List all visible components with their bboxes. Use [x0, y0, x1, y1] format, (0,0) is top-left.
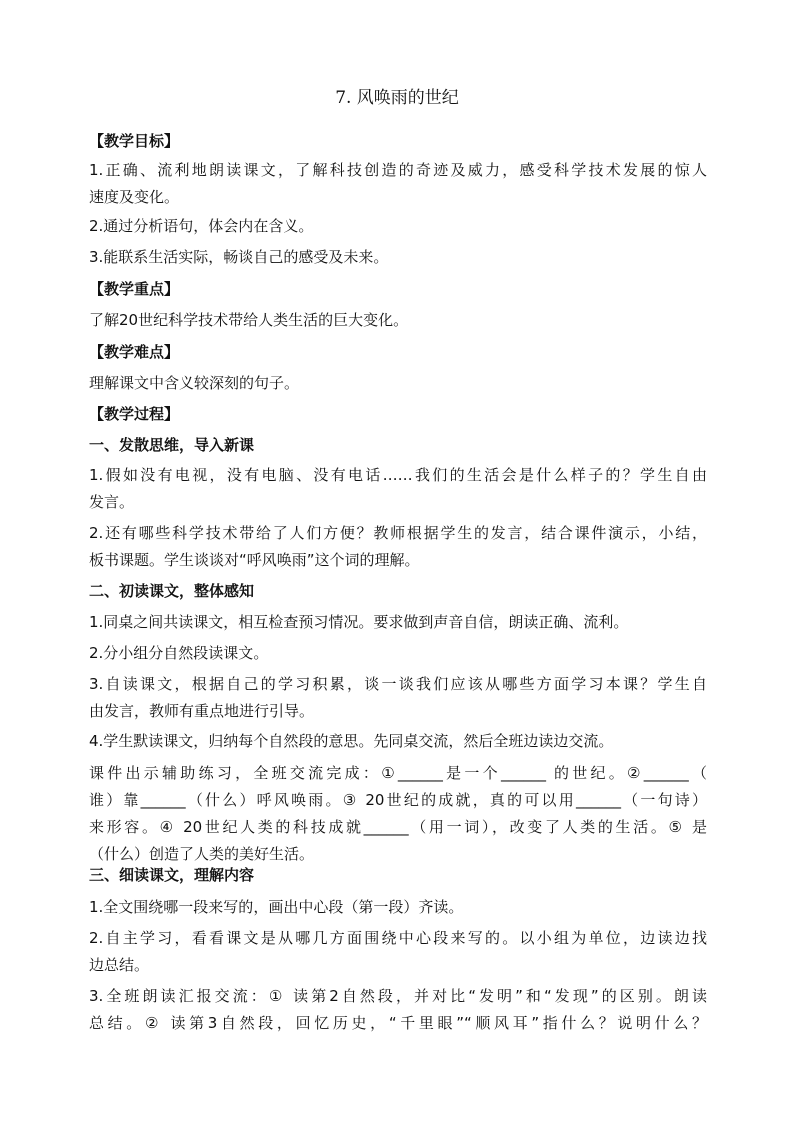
part-3-item-2: [89, 925, 707, 979]
goal-2: 2.通过分析语句，体会内在含义。: [89, 217, 314, 235]
part-2-item-4: 4.学生默读课文，归纳每个自然段的意思。先同桌交流，然后全班边读边交流。: [89, 732, 614, 750]
process-heading: 【教学过程】: [89, 405, 180, 423]
goal-3: 3.能联系生活实际，畅谈自己的感受及未来。: [89, 248, 389, 266]
part-1-item-1-line-2: 发言。: [89, 493, 135, 511]
part-1-item-1: [89, 462, 707, 516]
goal-1-line-2: 速度及变化。: [89, 188, 180, 206]
part-2-item-3-line-1: 3.自读课文，根据自己的学习积累，谈一谈我们应该从哪些方面学习本课？学生自: [89, 675, 707, 693]
part-1-item-2: [89, 520, 707, 574]
part-2-item-3: [89, 671, 707, 725]
part-1-item-1-line-1: 1.假如没有电视，没有电脑、没有电话……我们的生活会是什么样子的？学生自由: [89, 466, 707, 484]
part-2-item-2: 2.分小组分自然段读课文。: [89, 644, 269, 662]
goal-1: [89, 157, 707, 211]
part-1-heading: 一、发散思维，导入新课: [89, 436, 255, 454]
page-title: 7. 风唤雨的世纪: [335, 88, 459, 108]
focus-heading: 【教学重点】: [89, 280, 180, 298]
exercise-line-1: 课件出示辅助练习，全班交流完成：①______是一个______ 的世纪。②______（: [89, 764, 707, 782]
part-3-heading: 三、细读课文，理解内容: [89, 866, 255, 884]
exercise-paragraph: [89, 760, 707, 868]
part-1-item-2-line-1: 2.还有哪些科学技术带给了人们方便？教师根据学生的发言，结合课件演示，小结，: [89, 524, 707, 542]
part-1-item-2-line-2: 板书课题。学生谈谈对“呼风唤雨”这个词的理解。: [89, 551, 420, 569]
part-3-item-3-line-2: 总结。② 读第3自然段，回忆历史，“千里眼”“顺风耳”指什么？说明什么？: [89, 1014, 707, 1032]
part-2-item-3-line-2: 由发言，教师有重点地进行引导。: [89, 702, 315, 720]
exercise-line-2: 谁）靠______（什么）呼风唤雨。③ 20世纪的成就，真的可以用______（一句诗）: [89, 791, 707, 809]
part-2-item-1: 1.同桌之间共读课文，相互检查预习情况。要求做到声音自信，朗读正确、流利。: [89, 613, 629, 631]
focus-text: 了解20世纪科学技术带给人类生活的巨大变化。: [89, 311, 409, 329]
goal-1-line-1: 1.正确、流利地朗读课文，了解科技创造的奇迹及威力，感受科学技术发展的惊人: [89, 161, 707, 179]
part-3-item-2-line-1: 2.自主学习，看看课文是从哪几方面围绕中心段来写的。以小组为单位，边读边找: [89, 929, 707, 947]
part-3-item-3: [89, 983, 707, 1037]
exercise-line-3: 来形容。④ 20世纪人类的科技成就______（用一词），改变了人类的生活。⑤ 是: [89, 818, 707, 836]
exercise-line-4: （什么）创造了人类的美好生活。: [89, 845, 315, 863]
part-3-item-3-line-1: 3.全班朗读汇报交流：① 读第2自然段，并对比“发明”和“发现”的区别。朗读: [89, 987, 707, 1005]
part-3-item-1: 1.全文围绕哪一段来写的，画出中心段（第一段）齐读。: [89, 898, 464, 916]
difficulty-text: 理解课文中含义较深刻的句子。: [89, 374, 300, 392]
difficulty-heading: 【教学难点】: [89, 343, 180, 361]
goals-heading: 【教学目标】: [89, 132, 180, 150]
part-2-heading: 二、初读课文，整体感知: [89, 582, 255, 600]
part-3-item-2-line-2: 边总结。: [89, 956, 150, 974]
